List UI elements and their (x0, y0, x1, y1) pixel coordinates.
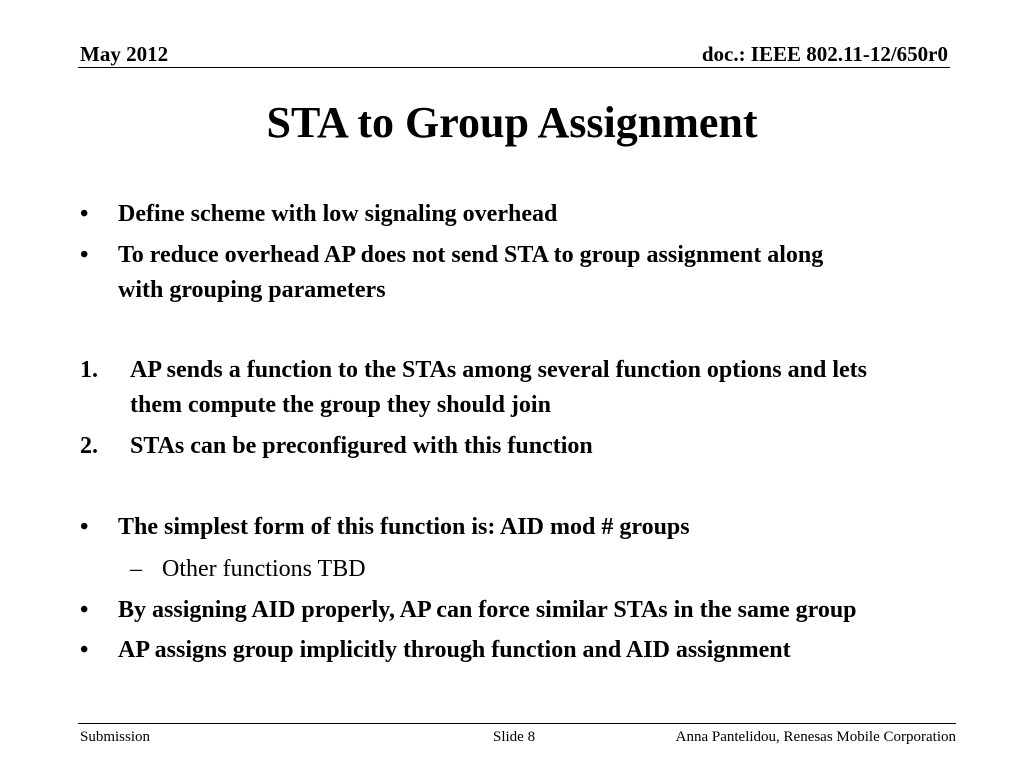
bullet-marker: • (80, 597, 89, 623)
bullet-text-line-1: To reduce overhead AP does not send STA to group assignment along (118, 242, 824, 268)
number-marker: 1. (80, 357, 98, 383)
header-doc-id: doc.: IEEE 802.11-12/650r0 (701, 42, 948, 66)
bullet-marker: • (80, 637, 89, 663)
bullet-text-line-2: with grouping parameters (118, 277, 386, 303)
sub-bullet-text: Other functions TBD (162, 556, 366, 582)
slide-title: STA to Group Assignment (266, 98, 758, 147)
footer-submission: Submission (80, 729, 151, 745)
bullet-text: Define scheme with low signaling overhead (118, 201, 558, 227)
footer-author: Anna Pantelidou, Renesas Mobile Corporation (675, 729, 956, 745)
header-divider (78, 67, 950, 68)
bullet-text: The simplest form of this function is: AID mod # groups (118, 514, 690, 540)
dash-marker: – (130, 556, 142, 582)
bullet-marker: • (80, 514, 89, 540)
numbered-text: STAs can be preconfigured with this function (130, 433, 593, 459)
header-date: May 2012 (80, 42, 169, 66)
footer-slide-number: Slide 8 (493, 729, 536, 745)
bullet-marker: • (80, 201, 89, 227)
bullet-text: AP assigns group implicitly through function and AID assignment (118, 637, 791, 663)
bullet-marker: • (80, 242, 89, 268)
footer-divider (78, 723, 956, 724)
numbered-text-line-1: AP sends a function to the STAs among several function options and lets (130, 357, 867, 383)
numbered-text-line-2: them compute the group they should join (130, 392, 551, 418)
bullet-text: By assigning AID properly, AP can force similar STAs in the same group (118, 597, 857, 623)
number-marker: 2. (80, 433, 98, 459)
